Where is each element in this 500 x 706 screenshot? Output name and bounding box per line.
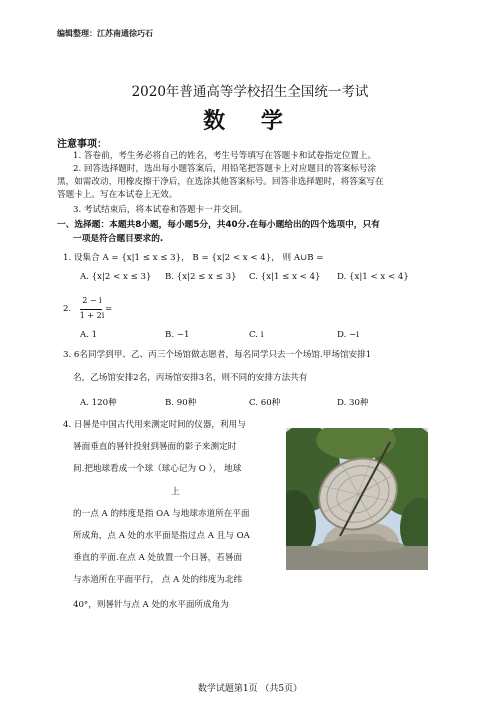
page-footer: 数学试题第1页 （共5页） (197, 684, 303, 694)
question-1-stem: 1. 设集合 A = {x|1 ≤ x ≤ 3}， B = {x|2 < x < 4}， 则 A∪B = (63, 253, 324, 263)
question-2-number: 2. (63, 304, 72, 314)
question-4-line-9: 40°，则晷针与点 A 处的水平面所成角为 (73, 600, 229, 610)
exam-title: 2020年普通高等学校招生全国统一考试 (131, 84, 369, 100)
question-4-line-4: 上 (171, 487, 180, 497)
editor-credit: 编辑整理：江苏南通徐巧石 (57, 29, 153, 38)
question-1-option-c: C. {x|1 ≤ x < 4} (249, 272, 321, 282)
question-4-line-5: 的一点 A 的纬度是指 OA 与地球赤道所在平面 (73, 509, 250, 519)
question-4-line-3: 间.把地球看成一个球（球心记为 O ）， 地球 (73, 464, 242, 474)
question-3-option-c: C. 60种 (249, 398, 281, 408)
question-3-stem: 3. 6名同学到甲、乙、丙三个场馆做志愿者，每名同学只去一个场馆.甲场馆安排1 (63, 350, 372, 360)
question-4-line-7: 垂直的平面.在点 A 处放置一个日晷，若晷面 (73, 553, 243, 563)
question-1-option-a: A. {x|2 < x ≤ 3} (80, 272, 152, 282)
question-2-option-b: B. −1 (165, 330, 190, 340)
question-2-option-a: A. 1 (80, 330, 98, 340)
question-4-line-8: 与赤道所在平面平行， 点 A 处的纬度为北纬 (73, 575, 243, 585)
notice-item-2-cont2: 答题卡上。写在本试卷上无效。 (57, 190, 178, 200)
question-3-option-a: A. 120种 (80, 398, 117, 408)
notice-heading: 注意事项： (57, 139, 107, 150)
question-3-option-d: D. 30种 (337, 398, 369, 408)
question-4-line-2: 晷面垂直的晷针投射到晷面的影子来测定时 (73, 442, 237, 452)
question-3-stem-cont: 名，乙场馆安排2名，丙场馆安排3名，则不同的安排方法共有 (73, 373, 308, 383)
subject-title: 数 学 (203, 108, 297, 134)
question-1-option-b: B. {x|2 ≤ x ≤ 3} (165, 272, 237, 282)
question-2-option-d: D. −i (337, 330, 359, 340)
question-4-line-6: 所成角，点 A 处的水平面是指过点 A 且与 OA (73, 531, 250, 541)
question-3-option-b: B. 90种 (165, 398, 197, 408)
question-2-fraction-bar (80, 309, 102, 310)
notice-item-2: 2. 回答选择题时，选出每小题答案后，用铅笔把答题卡上对应题目的答案标号涂 (73, 164, 377, 174)
question-2-numerator: 2 − i (82, 296, 102, 305)
section-title: 一、选择题：本题共8小题，每小题5分，共40分.在每小题给出的四个选项中，只有 (57, 220, 380, 230)
question-2-equals: = (105, 304, 113, 314)
notice-item-3: 3. 考试结束后，将本试卷和答题卡一并交回。 (73, 205, 248, 215)
notice-item-2-cont: 黑，如需改动，用橡皮擦干净后，在选涂其他答案标号。回答非选择题时，将答案写在 (57, 177, 384, 187)
sundial-photo (286, 428, 428, 570)
question-4-line-1: 4. 日晷是中国古代用来测定时间的仪器，利用与 (63, 420, 246, 430)
section-title-cont: 一项是符合题目要求的. (73, 234, 164, 244)
question-2-option-c: C. i (249, 330, 264, 340)
question-1-option-d: D. {x|1 < x < 4} (337, 272, 409, 282)
notice-item-1: 1. 答卷前，考生务必将自己的姓名，考生号等填写在答题卡和试卷指定位置上。 (73, 151, 377, 161)
question-2-denominator: 1 + 2i (79, 311, 105, 320)
